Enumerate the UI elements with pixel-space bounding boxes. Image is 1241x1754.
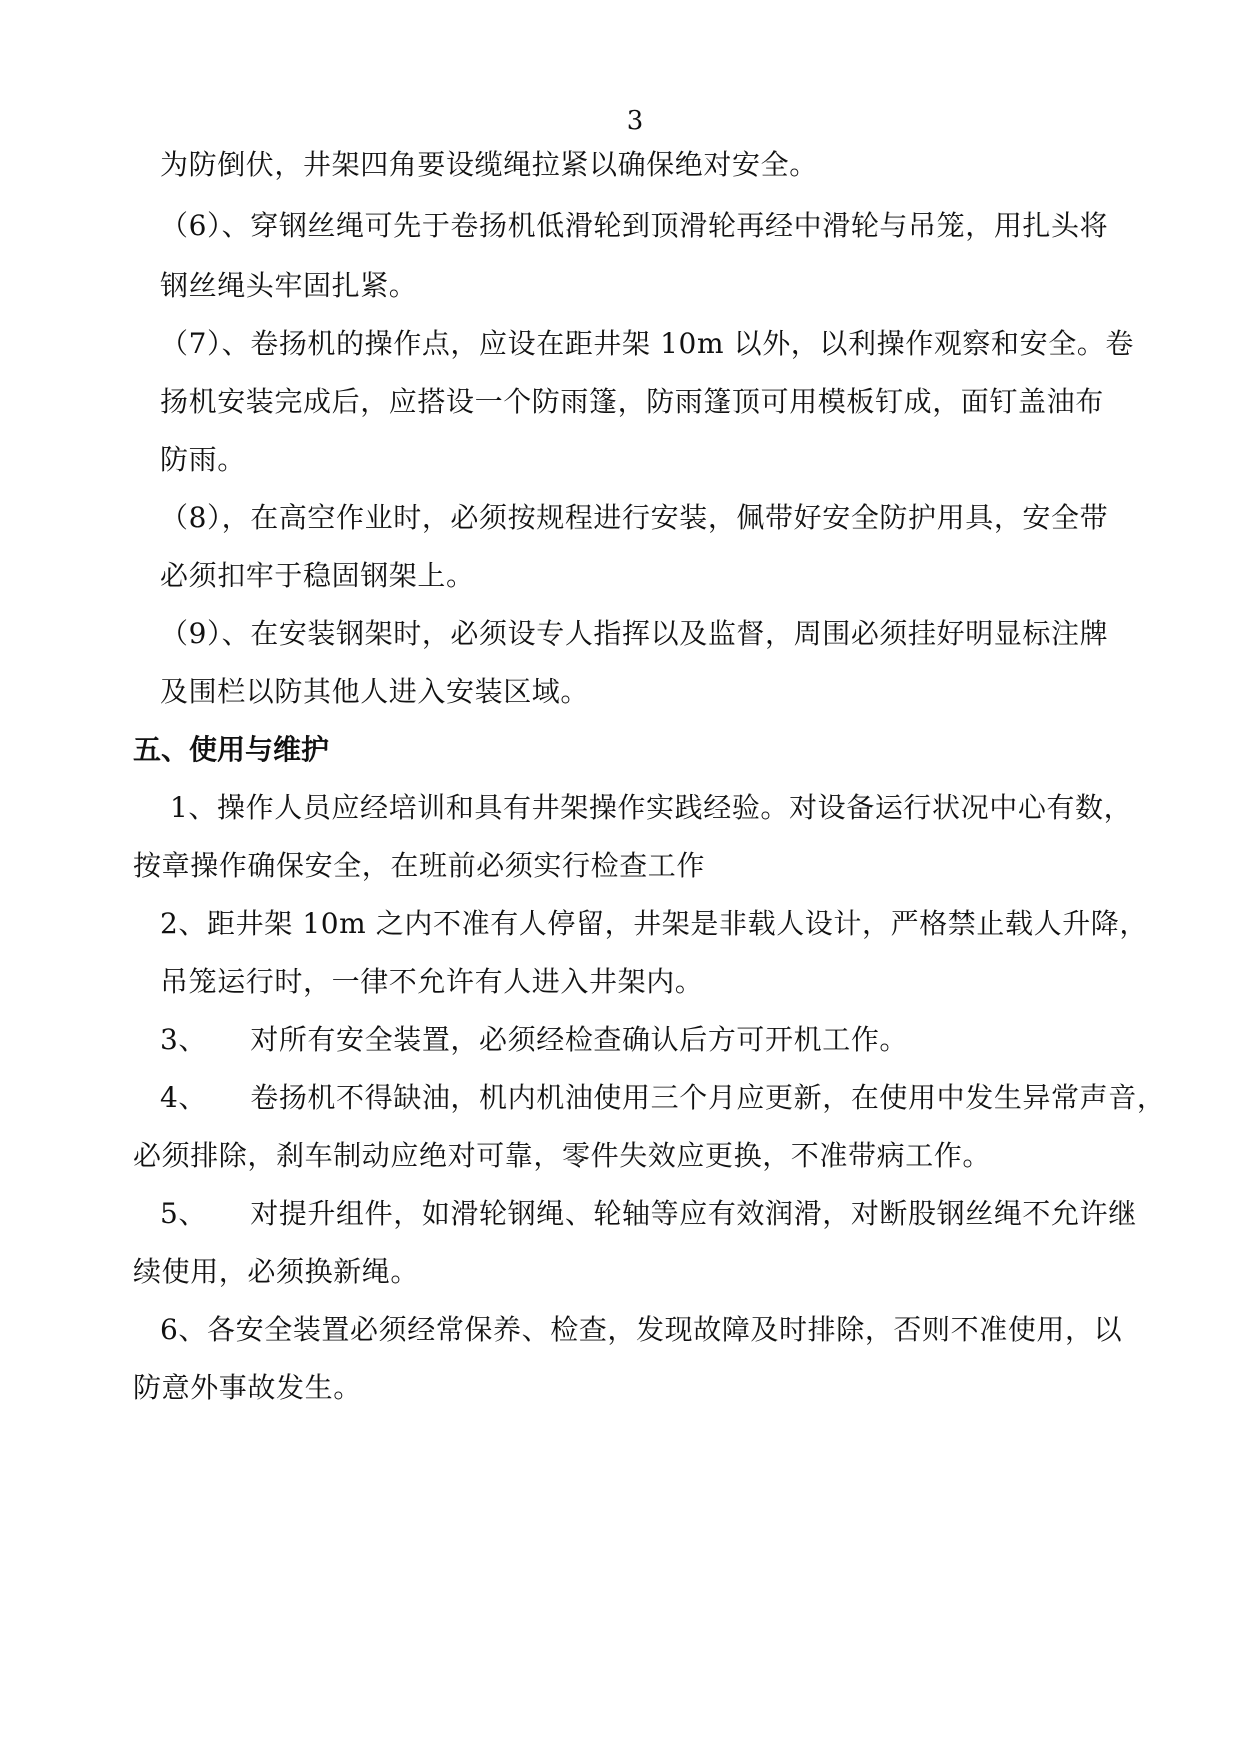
section-heading: 五、使用与维护: [133, 733, 330, 766]
body-line: 为防倒伏，井架四角要设缆绳拉紧以确保绝对安全。: [160, 148, 818, 181]
body-line: 4、 卷扬机不得缺油，机内机油使用三个月应更新，在使用中发生异常声音，: [160, 1081, 1166, 1114]
body-line: 按章操作确保安全，在班前必须实行检查工作: [133, 849, 706, 882]
body-line: 必须扣牢于稳固钢架上。: [160, 559, 475, 592]
body-line: 扬机安装完成后，应搭设一个防雨篷，防雨篷顶可用模板钉成，面钉盖油布: [160, 385, 1104, 418]
page-number: 3: [626, 106, 644, 136]
body-line: 2、距井架 10m 之内不准有人停留，井架是非载人设计，严格禁止载人升降，: [160, 907, 1148, 940]
body-line: 续使用，必须换新绳。: [133, 1255, 420, 1288]
body-line: （6）、穿钢丝绳可先于卷扬机低滑轮到顶滑轮再经中滑轮与吊笼，用扎头将: [160, 209, 1109, 242]
body-line: （8），在高空作业时，必须按规程进行安装，佩带好安全防护用具，安全带: [160, 501, 1109, 534]
body-line: 防意外事故发生。: [133, 1371, 362, 1404]
body-line: （7）、卷扬机的操作点，应设在距井架 10m 以外，以利操作观察和安全。卷: [160, 327, 1134, 360]
body-line: 吊笼运行时，一律不允许有人进入井架内。: [160, 965, 704, 998]
body-line: 及围栏以防其他人进入安装区域。: [160, 675, 590, 708]
body-line: （9）、在安装钢架时，必须设专人指挥以及监督，周围必须挂好明显标注牌: [160, 617, 1109, 650]
body-line: 3、 对所有安全装置，必须经检查确认后方可开机工作。: [160, 1023, 909, 1056]
body-line: 钢丝绳头牢固扎紧。: [160, 269, 418, 302]
body-line: 1、操作人员应经培训和具有井架操作实践经验。对设备运行状况中心有数，: [170, 791, 1133, 824]
body-line: 5、 对提升组件，如滑轮钢绳、轮轴等应有效润滑，对断股钢丝绳不允许继: [160, 1197, 1137, 1230]
body-line: 必须排除，刹车制动应绝对可靠，零件失效应更换，不准带病工作。: [133, 1139, 992, 1172]
body-line: 6、各安全装置必须经常保养、检查，发现故障及时排除，否则不准使用，以: [160, 1313, 1123, 1346]
body-line: 防雨。: [160, 443, 246, 476]
